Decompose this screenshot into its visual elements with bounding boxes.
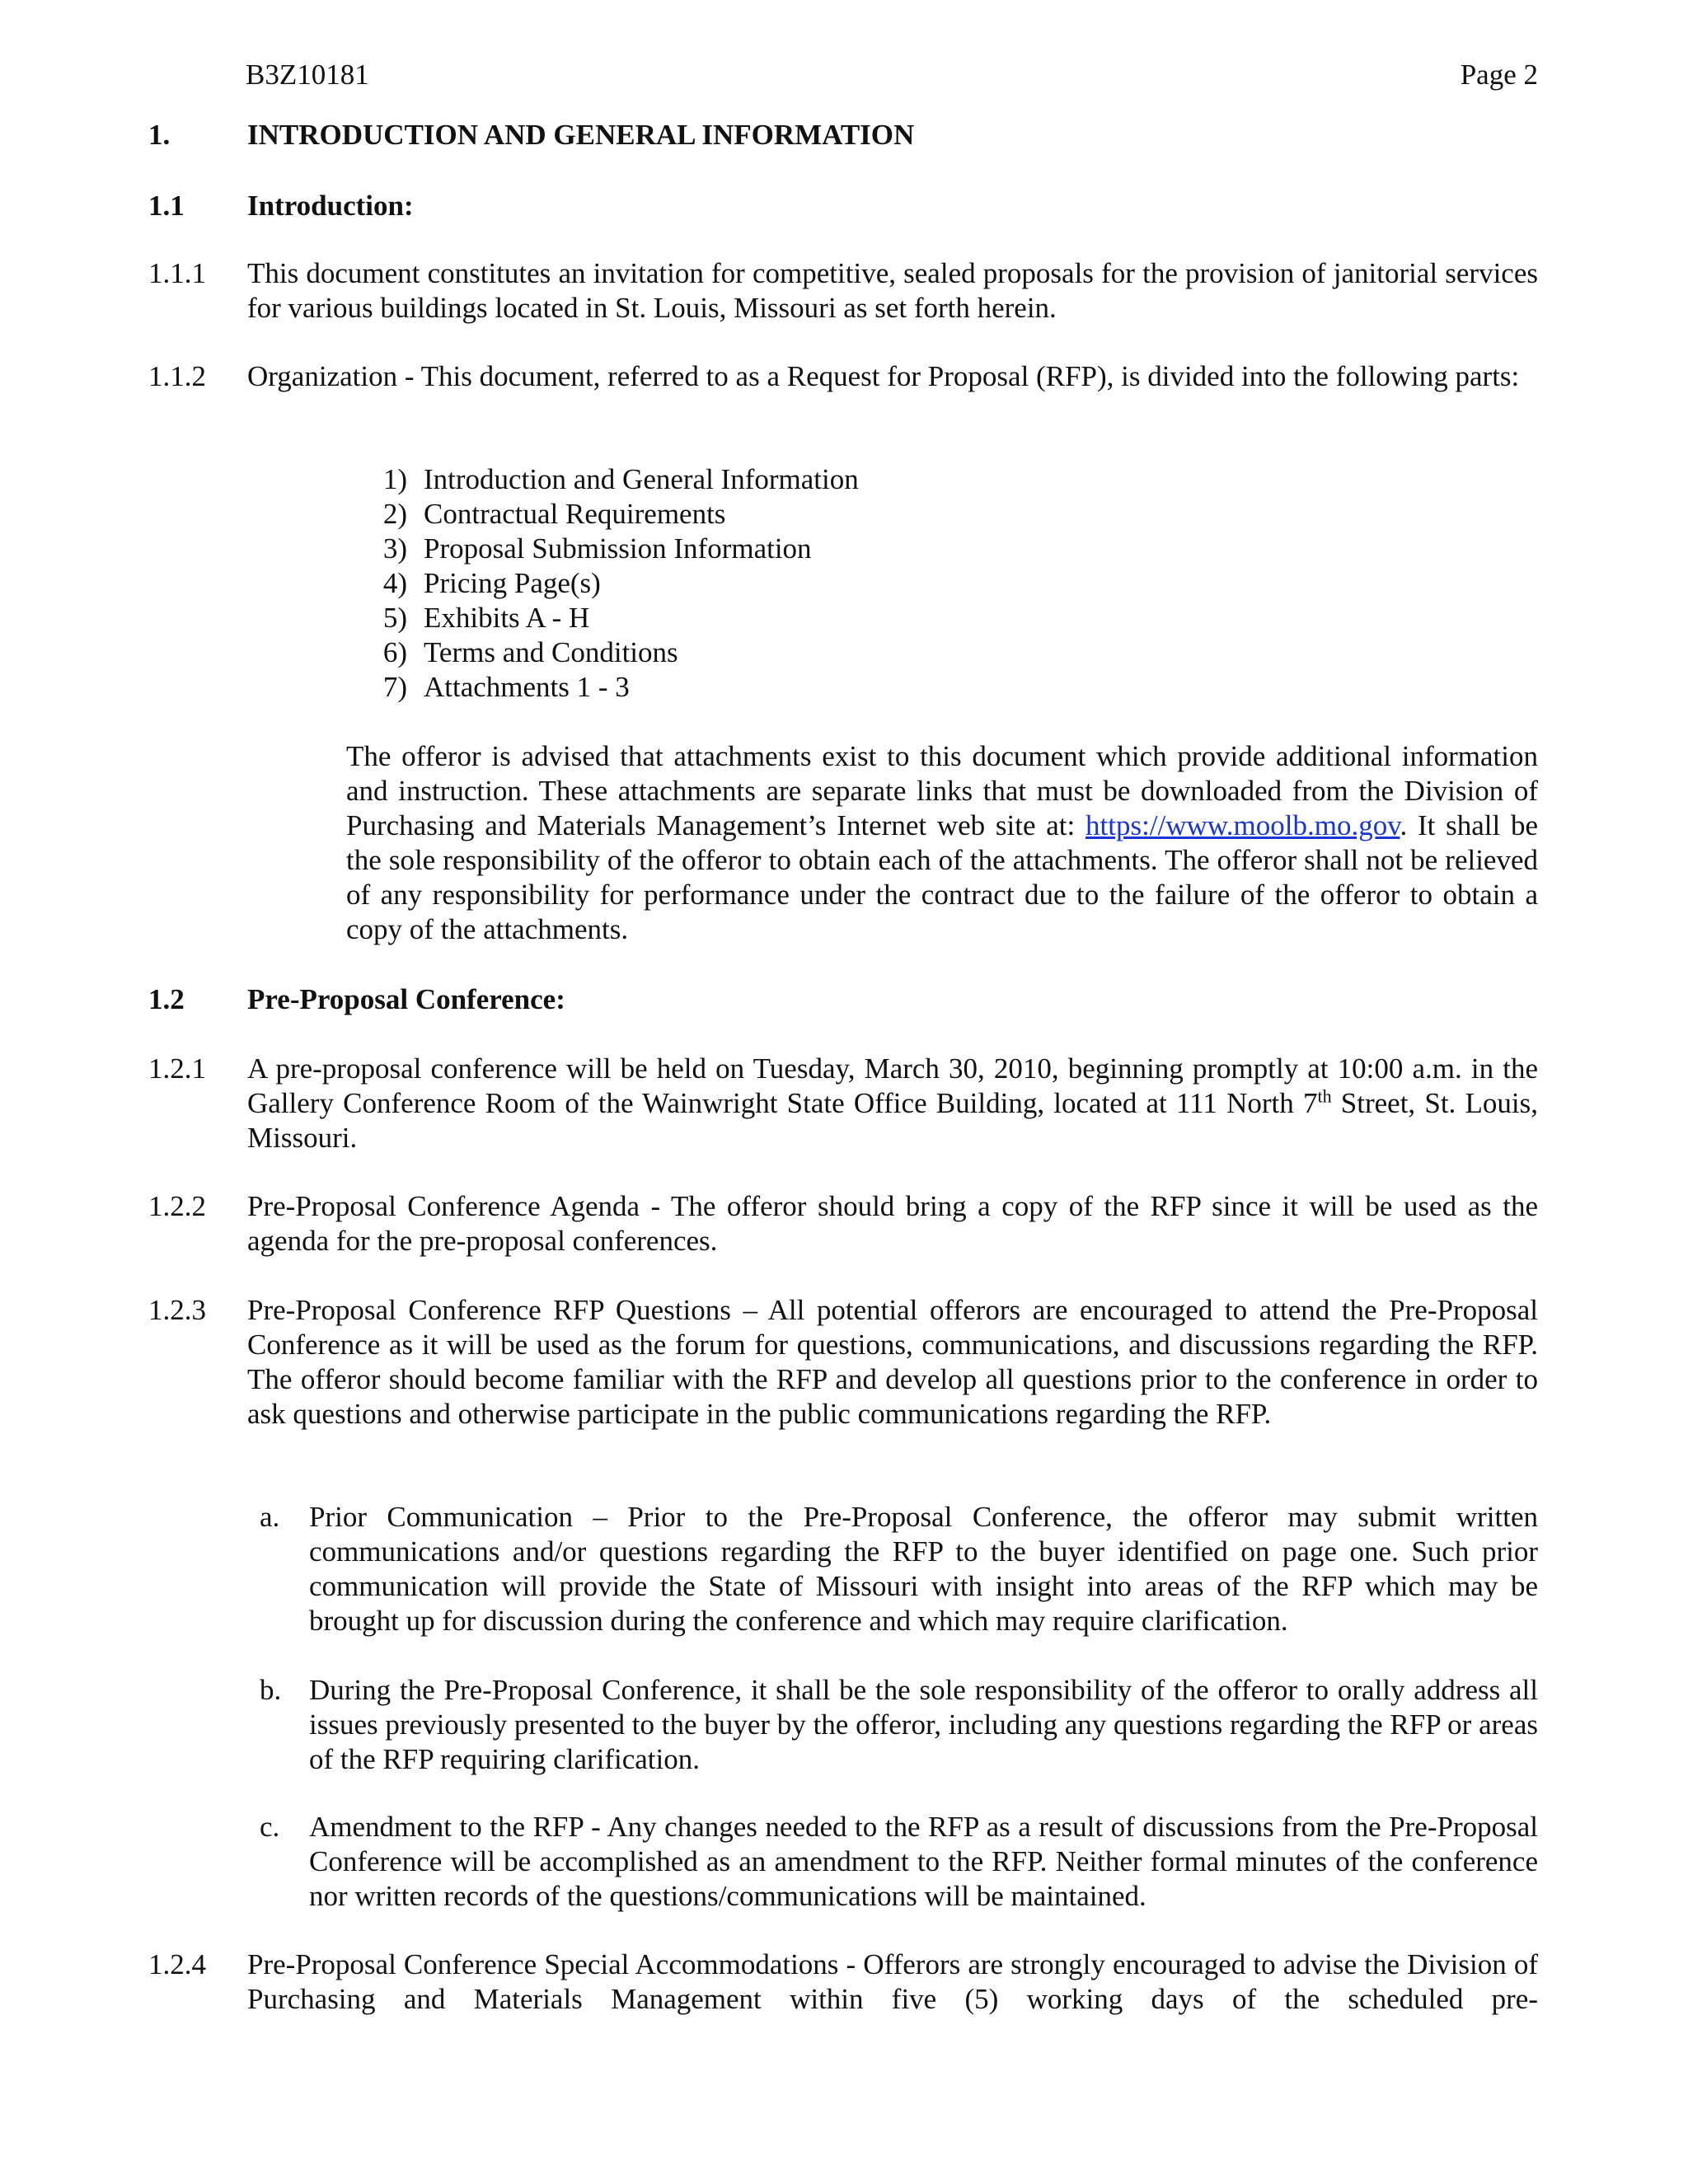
paragraph-text: This document constitutes an invitation for competitive, sealed proposals for the provision of janitorial services for various buildings located in St. Louis, Missouri as set forth herein. [247,257,1538,324]
paragraph-number: 1.2.1 [148,1052,206,1085]
attachments-note: The offeror is advised that attachments exist to this document which provide additional information and instruction. These attachments are separate links that must be downloaded from the Division of Purchasing and Materials Management’s Internet web site at: https://www.moolb.mo.gov. It shall be the sole responsibility of the offeror to obtain each of the attachments. The offeror shall not be relieved of any responsibility for performance under the contract due to the failure of the offeror to obtain a copy of the attachments. [346,740,1538,945]
subsection-title: Introduction: [247,190,414,222]
subsection-number: 1.1 [148,190,185,222]
list-item: 4) Pricing Page(s) [382,567,601,599]
paragraph-number: 1.2.2 [148,1190,206,1222]
parts-list [346,462,859,705]
item-label: a. [260,1501,280,1533]
moolb-website-link[interactable]: https://www.moolb.mo.gov [1085,809,1400,841]
item-text: Amendment to the RFP - Any changes needed to the RFP as a result of discussions from the Pre-Proposal Conference will be accomplished as an amendment to the RFP. Neither formal minutes of the conference nor written records of the questions/communications will be maintained. [309,1811,1538,1912]
page-number: Page 2 [1460,59,1538,91]
item-text: During the Pre-Proposal Conference, it shall be the sole responsibility of the offeror to orally address all issues previously presented to the buyer by the offeror, including any questions regarding the RFP or areas of the RFP requiring clarification. [309,1674,1538,1775]
item-label: c. [260,1811,280,1843]
paragraph-text: A pre-proposal conference will be held on Tuesday, March 30, 2010, beginning promptly at 10:00 a.m. in the Gallery Conference Room of the Wainwright State Office Building, located at 111 North 7th Street, St. Louis, Missouri. [247,1052,1538,1154]
list-item: 6) Terms and Conditions [382,636,678,668]
subsection-number: 1.2 [148,983,185,1015]
paragraph-text: Organization - This document, referred to as a Request for Proposal (RFP), is divided into the following parts: [247,360,1520,392]
list-item: 2) Contractual Requirements [382,498,726,530]
list-item: 7) Attachments 1 - 3 [382,671,630,703]
list-item: 1) Introduction and General Information [382,463,859,495]
list-item: 5) Exhibits A - H [382,602,590,634]
section-title: INTRODUCTION AND GENERAL INFORMATION [247,119,915,151]
item-text: Prior Communication – Prior to the Pre-Proposal Conference, the offeror may submit written communications and/or questions regarding the RFP to the buyer identified on page one. Such prior communication will provide the State of Missouri with insight into areas of the RFP which may be brought up for discussion during the conference and which may require clarification. [309,1501,1538,1637]
paragraph-number: 1.2.3 [148,1294,206,1326]
paragraph-text: Pre-Proposal Conference RFP Questions – All potential offerors are encouraged to attend the Pre-Proposal Conference as it will be used as the forum for questions, communications, and discussions regarding the RFP. The offeror should become familiar with the RFP and develop all questions prior to the conference in order to ask questions and otherwise participate in the public communications regarding the RFP. [247,1294,1538,1430]
paragraph-number: 1.1.1 [148,257,206,289]
paragraph-text: Pre-Proposal Conference Agenda - The offeror should bring a copy of the RFP since it will be used as the agenda for the pre-proposal conferences. [247,1190,1538,1257]
paragraph-text: Pre-Proposal Conference Special Accommodations - Offerors are strongly encouraged to advise the Division of Purchasing and Materials Management within five (5) working days of the scheduled pre- [247,1948,1538,2015]
paragraph-number: 1.1.2 [148,360,206,392]
subsection-title: Pre-Proposal Conference: [247,983,565,1015]
document-id: B3Z10181 [246,59,369,91]
item-label: b. [260,1674,282,1706]
section-number: 1. [148,119,171,151]
list-item: 3) Proposal Submission Information [382,532,812,565]
paragraph-number: 1.2.4 [148,1948,206,1980]
